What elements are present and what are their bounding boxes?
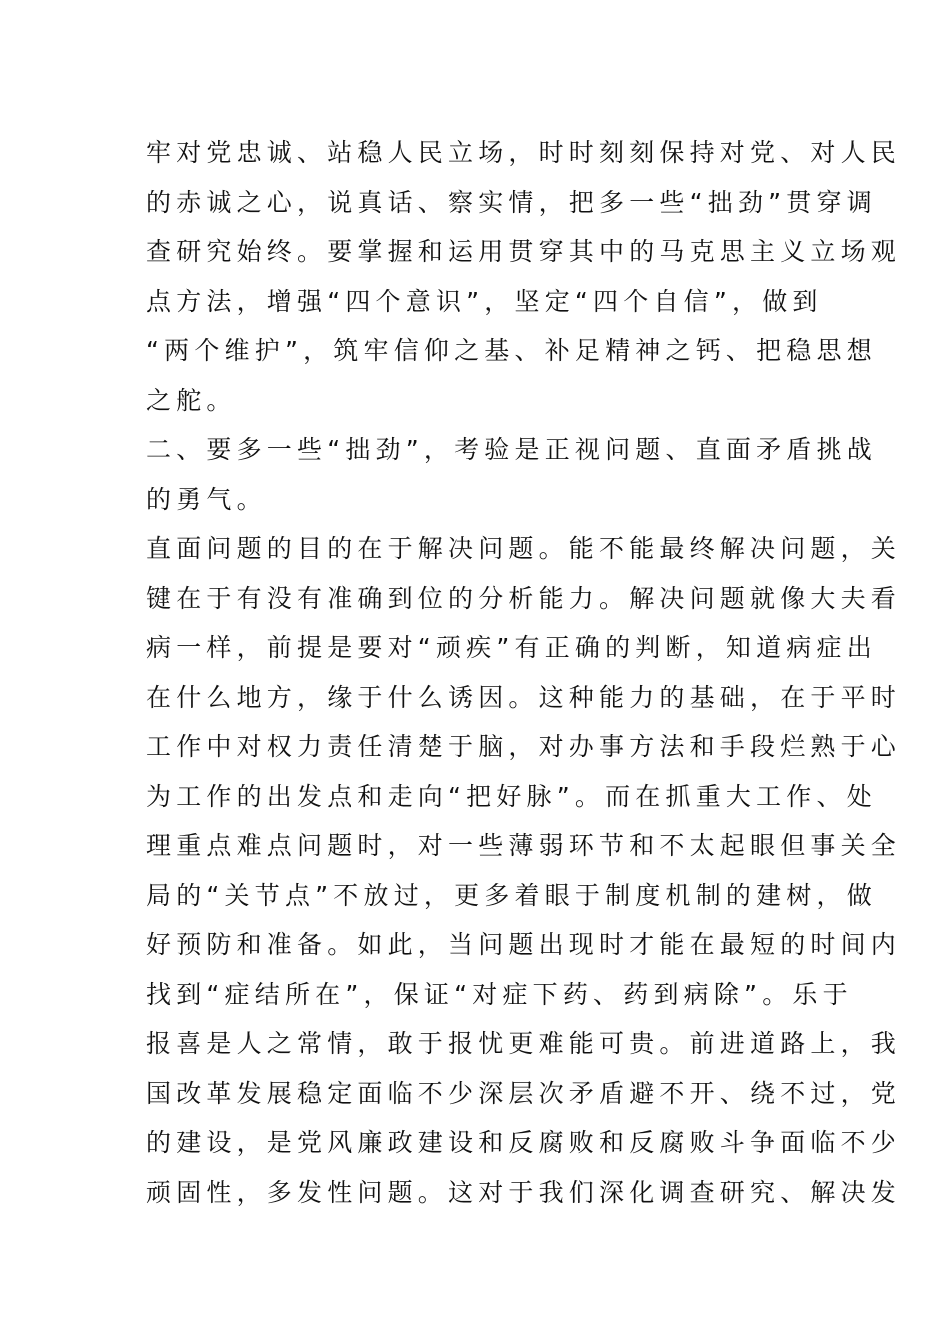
text-line: 的赤诚之心，说真话、察实情，把多一些“拙劲”贯穿调 — [146, 187, 877, 217]
text-line: 理重点难点问题时，对一些薄弱环节和不太起眼但事关全 — [146, 831, 902, 860]
body-text — [146, 128, 902, 1217]
text-line: 在什么地方，缘于什么诱因。这种能力的基础，在于平时 — [146, 682, 902, 712]
text-line: 报喜是人之常情，敢于报忧更难能可贵。前进道路上，我 — [146, 1029, 902, 1058]
text-line: 查研究始终。要掌握和运用贯穿其中的马克思主义立场观 — [146, 237, 902, 266]
text-line: 为工作的出发点和走向“把好脉”。而在抓重大工作、处 — [146, 781, 877, 811]
text-line: 好预防和准备。如此，当问题出现时才能在最短的时间内 — [146, 930, 902, 959]
text-line: 工作中对权力责任清楚于脑，对办事方法和手段烂熟于心 — [146, 732, 902, 761]
text-line: 病一样，前提是要对“顽疾”有正确的判断，知道病症出 — [146, 633, 877, 662]
text-line: 点方法，增强“四个意识”，坚定“四个自信”，做到 — [146, 286, 823, 316]
text-line: 牢对党忠诚、站稳人民立场，时时刻刻保持对党、对人民 — [146, 138, 902, 167]
section-heading-line: 的勇气。 — [146, 484, 267, 514]
text-line: 键在于有没有准确到位的分析能力。解决问题就像大夫看 — [146, 583, 902, 613]
text-line: 直面问题的目的在于解决问题。能不能最终解决问题，关 — [146, 534, 902, 563]
text-line: 之舵。 — [146, 385, 237, 415]
text-line: 国改革发展稳定面临不少深层次矛盾避不开、绕不过，党 — [146, 1078, 902, 1108]
text-line: 的建设，是党风廉政建设和反腐败和反腐败斗争面临不少 — [146, 1128, 902, 1157]
text-line: 找到“症结所在”，保证“对症下药、药到病除”。乐于 — [146, 979, 853, 1009]
section-heading-line: 二、要多一些“拙劲”，考验是正视问题、直面矛盾挑战 — [146, 435, 877, 464]
text-line: 顽固性，多发性问题。这对于我们深化调查研究、解决发 — [146, 1177, 902, 1207]
text-line: “两个维护”，筑牢信仰之基、补足精神之钙、把稳思想 — [146, 336, 877, 365]
text-line: 局的“关节点”不放过，更多着眼于制度机制的建树，做 — [146, 880, 877, 910]
